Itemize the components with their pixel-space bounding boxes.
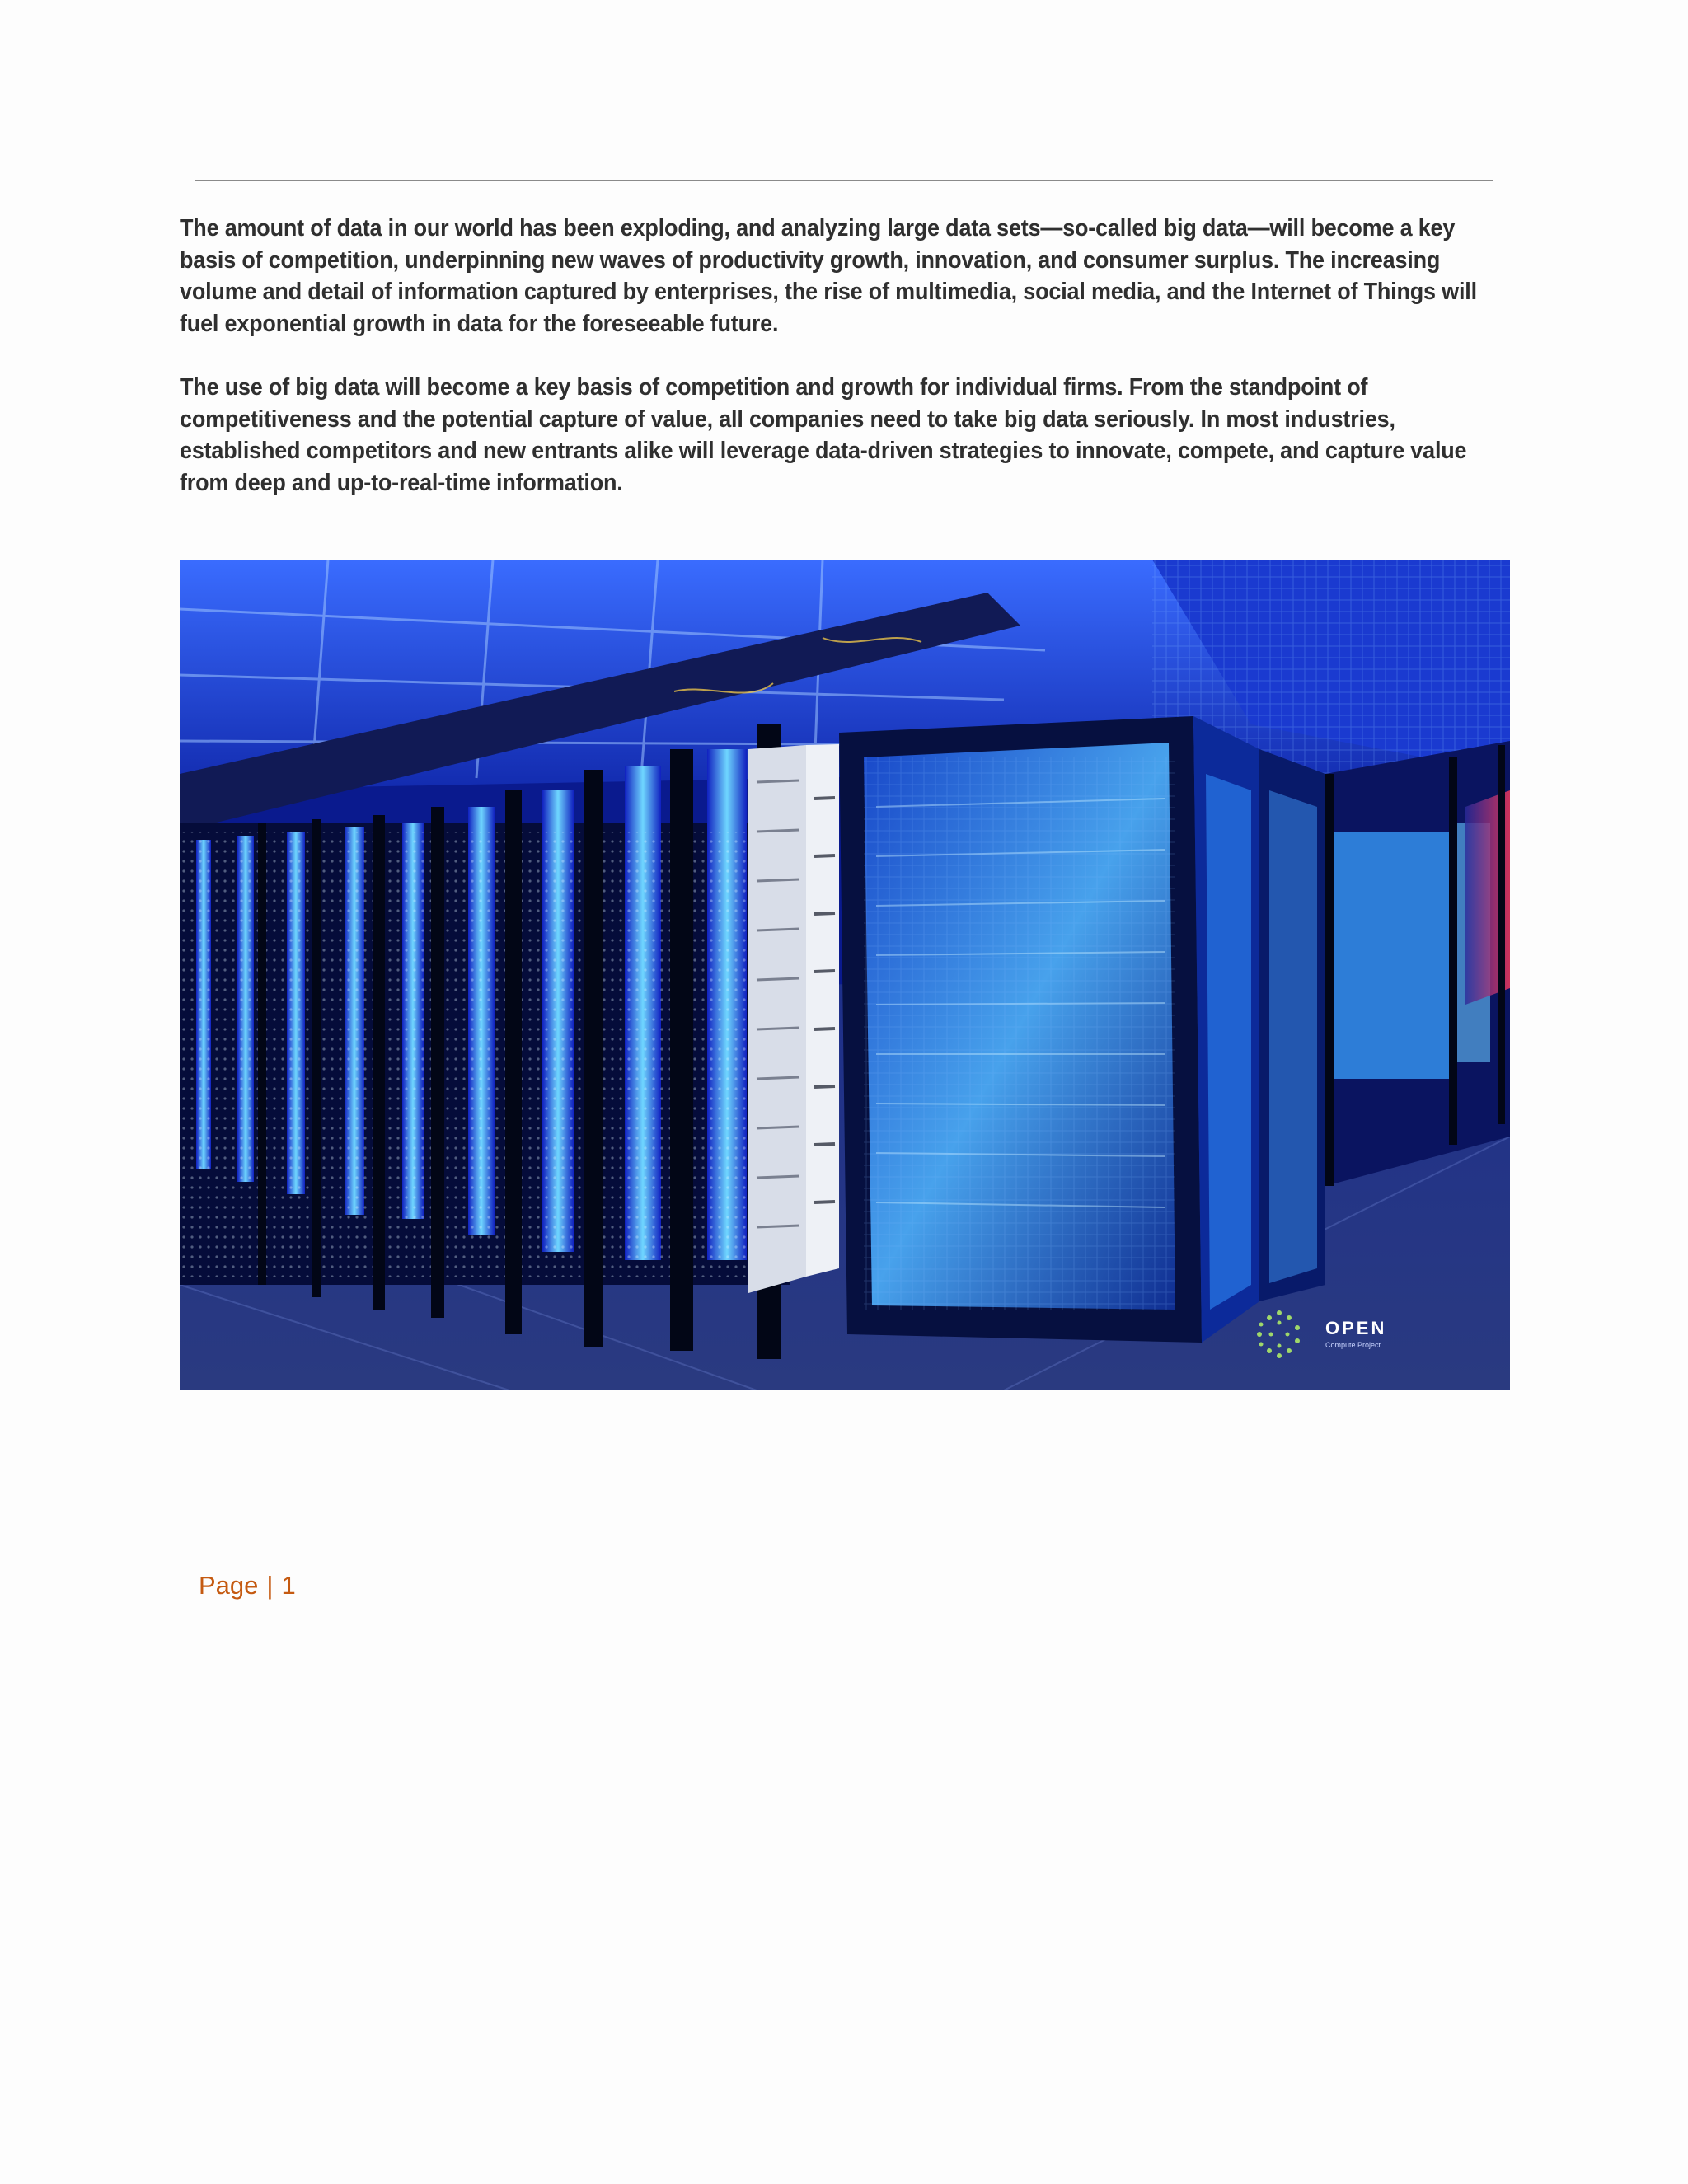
data-center-photo <box>180 560 1510 1390</box>
page-number: 1 <box>281 1571 296 1600</box>
page-label: Page <box>199 1571 259 1600</box>
watermark-subtext: Compute Project <box>1325 1341 1381 1349</box>
page-number-footer <box>199 1571 296 1601</box>
page-separator: | <box>266 1571 274 1600</box>
body-paragraph-1: The amount of data in our world has been exploding, and analyzing large data sets—so-called big data—will become a key basis of competition, underpinning new waves of productivity growth, innovation, and consumer surplus. The increasing volume and detail of information captured by enterprises, the rise of multimedia, social media, and the Internet of Things will fuel exponential growth in data for the foreseeable future. <box>180 215 1477 337</box>
body-paragraph-2: The use of big data will become a key basis of competition and growth for individual firms. From the standpoint of competitiveness and the potential capture of value, all companies need to take big data seriously. In most industries, established competitors and new entrants alike will leverage data-driven strategies to innovate, compete, and capture value from deep and up-to-real-time information. <box>180 374 1467 496</box>
header-divider-line <box>195 180 1493 181</box>
watermark-text: OPEN <box>1325 1318 1387 1338</box>
